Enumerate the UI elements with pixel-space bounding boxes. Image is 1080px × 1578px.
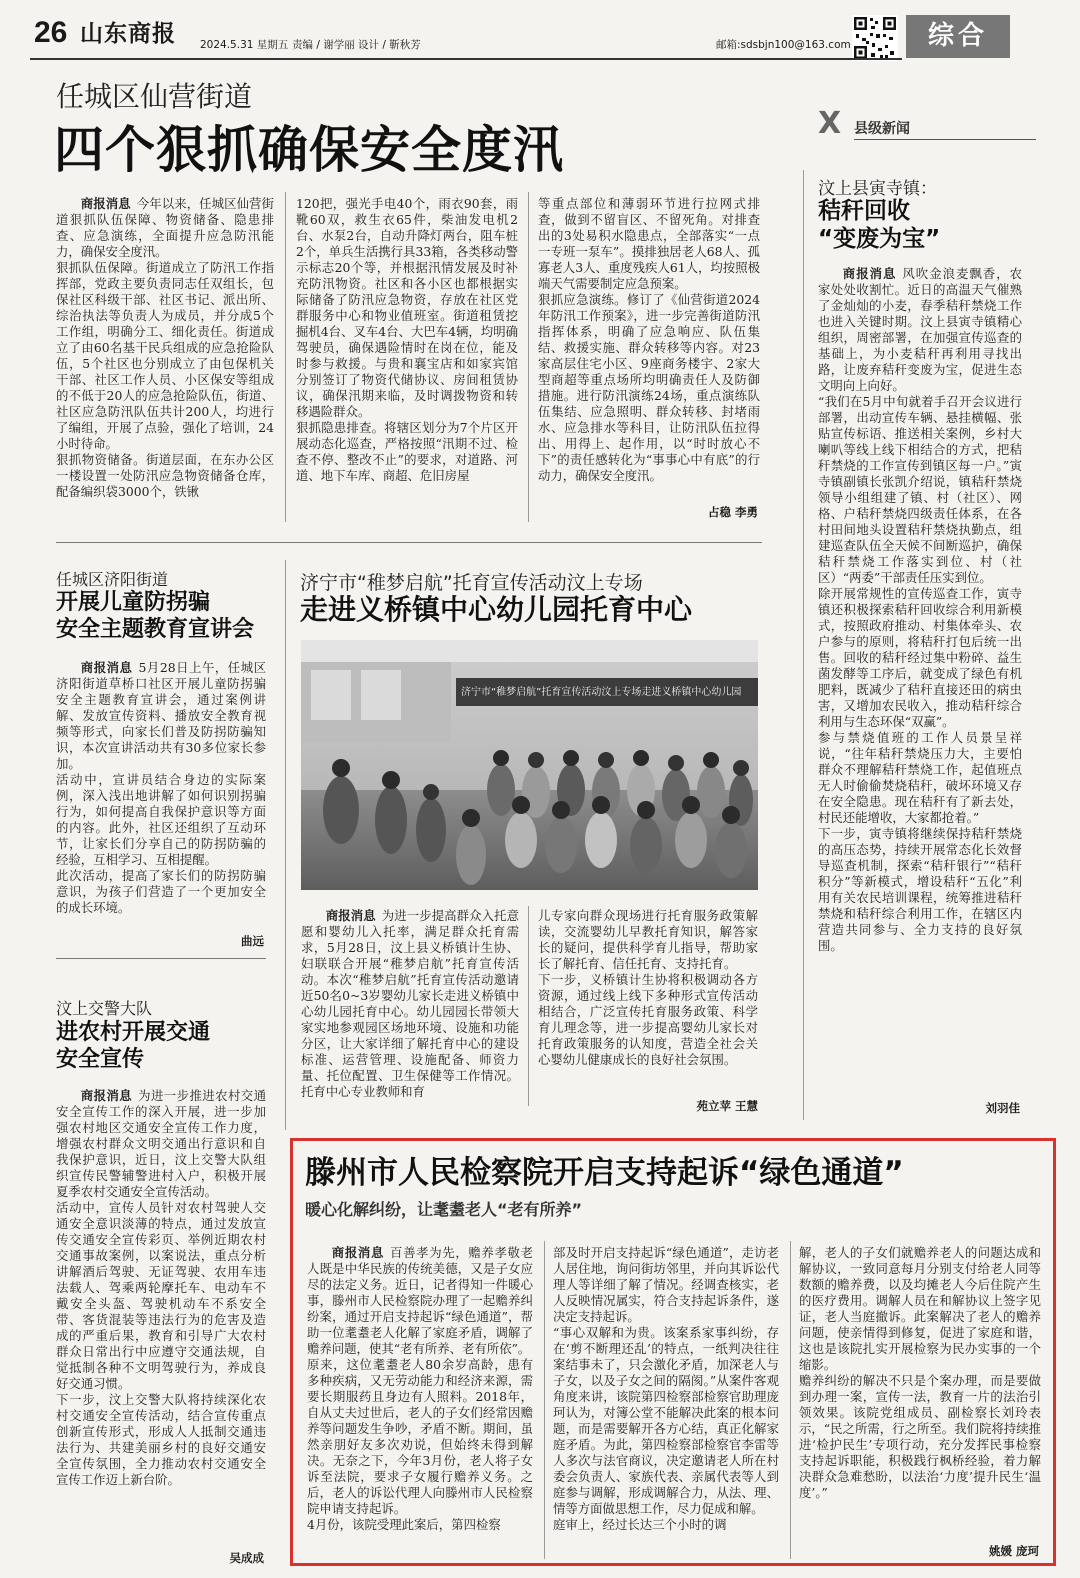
main-article-col2 [296, 196, 518, 522]
center-col2-text: 儿专家向群众现场进行托育服务政策解读，交流婴幼儿早教托育知识，解答家长的疑问，提供科学育儿指导，帮助家长了解托育、信任托育、支持托育。 下一步，义桥镇计生协将积极调动各方资源，通过线上线下多种形式宣传活动相结合，广泛宣传托育服务政策、科学育儿理念等，进一步提高婴幼儿家长对托育政策服务的认知度，营造全社会关心婴幼儿健康成长的良好社会氛围。 [538, 908, 758, 1067]
masthead [0, 0, 1080, 62]
left1-lead: 商报消息 [80, 660, 133, 675]
main-article-col1 [56, 196, 274, 522]
main-article-col3-text: 等重点部位和薄弱环节进行拉网式排查，做到不留盲区、不留死角。对排查出的3处易积水隐患点，全部落实“一点一专班一泵车”。摸排独居老人68人、孤寡老人3人、重度残疾人61人，均按照极端天气需要制定应急预案。 狠抓应急演练。修订了《仙营街道2024年防汛工作预案》，进一步完善街道防汛指挥体系，明确了应急响应、队伍集结、救援实施、群众转移等内容。对23家高层住宅小区、9座商务楼宇、2家大型商超等重点场所均明确责任人及防御措施。进行防汛演练24场，重点演练队伍集结、应急照明、群众转移、封堵雨水、应急排水等科目，让防汛队伍拉得出、用得上、起作用，以“时时放心不下”的责任感转化为“事事心中有底”的行动力，确保安全度汛。 [538, 196, 760, 483]
box-body-col2 [553, 1245, 779, 1561]
left2-body [56, 1088, 266, 1528]
qr-code [852, 15, 898, 61]
right-kicker: 汶上县寅寺镇： [818, 179, 937, 199]
left1-headline-line1: 开展儿童防拐骗 [56, 590, 211, 615]
section-tag [906, 15, 1010, 58]
box-col3-text: 解，老人的子女们就赡养老人的问题达成和解协议，一致同意每月分别支付给老人同等数额的赡养费，以及均摊老人今后住院产生的医疗费用。调解人员在和解协议上签字见证，老人当庭撤诉。此案解决了老人的赡养问题，使亲情得到修复，促进了家庭和谐，这也是该院扎实开展检察为民办实事的一个缩影。 赡养纠纷的解决不只是个案办理，而是要做到办理一案，宣传一法，教育一片的法治引领效果。该院党组成员、副检察长刘玲表示，“民之所需，行之所至。我们院将持续推进‘检护民生’专项行动，充分发挥民事检察支持起诉职能，积极践行枫桥经验，着力解决群众急难愁盼，以法治‘力度’提升民生‘温度’。” [799, 1245, 1041, 1500]
right-lead: 商报消息 [842, 266, 897, 281]
right-body [818, 266, 1022, 1092]
box-subheadline: 暖心化解纠纷，让耄耋老人“老有所养” [305, 1200, 583, 1219]
box-col2-text: 部及时开启支持起诉“绿色通道”，走访老人居住地，询问街坊邻里，并向其诉讼代理人等详细了解了情况。经调查核实，老人反映情况属实，符合支持起诉条件，遂决定支持起诉。 “事心双解和为贵。该案系家事纠纷，存在‘剪不断理还乱’的特点，一纸判决往往案结事未了，只会激化矛盾，加深老人与子女，以及子女之间的隔阂。”从案件客观角度来讲，该院第四检察部检察官助理庞珂认为，对簿公堂不能解决此案的根本问题，而是需要解开各方心结，真正化解家庭矛盾。为此，第四检察部检察官李雷等人多次与法官商议，决定邀请老人所在村委会负责人、家族代表、亲属代表等人到庭参与调解，形成调解合力，从法、理、情等方面做思想工作，尽力促成和解。 庭审上，经过长达三个小时的调 [553, 1245, 779, 1532]
left1-kicker: 任城区济阳街道 [56, 570, 169, 589]
left2-text: 为进一步推进农村交通安全宣传工作的深入开展，进一步加强农村地区交通安全宣传工作力度，增强农村群众文明交通出行意识和自我保护意识，近日，汶上交警大队组织宣传民警辅警进村入户，积极开展夏季农村交通安全宣传活动。 活动中，宣传人员针对农村驾驶人交通安全意识淡薄的特点，通过发放宣传交通安全宣传彩页、举例近期农村交通事故案例，以案说法，重点分析讲解酒后驾驶、无证驾驶、农用车违法载人、驾乘两轮摩托车、电动车不戴安全头盔、驾驶机动车不系安全带、客货混装等违法行为的危害及造成的严重后果，教育和引导广大农村群众日常出行中应遵守交通法规，自觉抵制各种不文明驾驶行为，养成良好交通习惯。 下一步，汶上交警大队将持续深化农村交通安全宣传活动，结合宣传重点创新宣传形式，形成人人抵制交通违法行为、共建美丽乡村的良好交通安全宣传氛围，全力推动农村交通安全宣传工作迈上新台阶。 [56, 1088, 266, 1487]
left2-lead: 商报消息 [80, 1088, 133, 1103]
box-body-col3 [799, 1245, 1041, 1537]
center-body-col1 [301, 908, 519, 1108]
center-headline: 走进义桥镇中心幼儿园托育中心 [300, 593, 693, 626]
main-article-byline: 占稳 李勇 [707, 505, 758, 519]
center-kicker: 济宁市“稚梦启航”托育宣传活动汶上专场 [300, 572, 643, 594]
left2-headline-line2: 安全宣传 [56, 1047, 145, 1072]
box-byline: 姚媛 庞珂 [988, 1544, 1039, 1558]
editors-credit: 责编 / 谢学丽 设计 / 靳秋芳 [292, 39, 421, 51]
issue-date: 2024.5.31 星期五 [200, 39, 289, 51]
center-lead: 商报消息 [325, 908, 376, 923]
sidebar-column-label [818, 108, 1048, 140]
photo-banner-text: 济宁市“稚梦启航”托育宣传活动汶上专场走进义桥镇中心幼儿园 [461, 687, 742, 698]
box-headline: 滕州市人民检察院开启支持起诉“绿色通道” [305, 1155, 904, 1191]
left1-body [56, 660, 266, 930]
right-headline-line1: 秸秆回收 [818, 198, 910, 224]
left1-text: 5月28日上午，任城区济阳街道草桥口社区开展儿童防拐骗安全主题教育宣讲会，通过案例讲解、发放宣传资料、播放安全教育视频等形式，向家长们普及防拐防骗知识，本次宣讲活动共有30多位家长参加。 活动中，宣讲员结合身边的实际案例，深入浅出地讲解了如何识别拐骗行为，如何提高自我保护意识等方面的内容。此外，社区还组织了互动环节，让家长们分享自己的防拐防骗的经验，互相学习、互相提醒。 此次活动，提高了家长们的防拐防骗意识，为孩子们营造了一个更加安全的成长环境。 [56, 660, 266, 915]
section-tag-label: 综合 [927, 21, 988, 51]
right-headline-line2: “变废为宝” [818, 226, 941, 252]
center-col1-text: 为进一步提高群众入托意愿和婴幼儿入托率，满足群众托育需求，5月28日，汶上县义桥镇计生协、妇联联合开展“稚梦启航”托育宣传活动。本次“稚梦启航”托育宣传活动邀请近50名0~3岁婴幼儿家长走进义桥镇中心幼儿园托育中心。幼儿园园长带领大家实地参观园区场地环境、设施和功能分区，让大家详细了解托育中心的建设标准、运营管理、设施配备、师资力量、托位配置、卫生保健等工作情况。托育中心专业教师和育 [301, 908, 519, 1099]
left2-byline: 吴成成 [229, 1551, 264, 1565]
center-byline: 苑立苹 王慧 [696, 1099, 758, 1113]
masthead-rule [30, 58, 902, 60]
main-article-col2-text: 120把，强光手电40个，雨衣90套，雨靴60双，救生衣65件，柴油发电机2台、水泵2台，自动升降灯两台，阻车桩2个，单兵生活携行具33箱，各类移动警示标志20个等，并根据汛情发展及时补充防汛物资。社区和各小区也都根据实际储备了防汛应急物资，存放在社区党群服务中心和物业值班室。街道租赁挖掘机4台、叉车4台、大巴车4辆，均明确驾驶员，确保遇险情时在岗在位，能及时参与救援。与贵和襄宝店和如家宾馆分别签订了物资代储协议、房间租赁协议，确保汛期来临，及时调拨物资和转移遇险群众。 狠抓隐患排查。将辖区划分为7个片区开展动态化巡查，严格按照“汛期不过、检查不停、整改不止”的要求，对道路、河道、地下车库、商超、危旧房屋 [296, 196, 518, 483]
event-photo [301, 640, 758, 890]
sidebar-marker: X [818, 106, 842, 141]
right-text: 风吹金浪麦飘香，农家处处收割忙。近日的高温天气催熟了金灿灿的小麦，春季秸秆禁烧工作也进入关键时期。汶上县寅寺镇精心组织，周密部署，在加强宣传巡查的基础上，为小麦秸秆再利用寻找出路，让废弃秸秆变废为宝，促进生态文明向上向好。 “我们在5月中旬就着手召开会议进行部署，出动宣传车辆、悬挂横幅、张贴宣传标语、推送相关案例，乡村大喇叭等线上线下相结合的方式，把秸秆禁烧的工作宣传到镇区每一户。”寅寺镇副镇长张凯介绍说，镇秸秆禁烧领导小组组建了镇、村（社区）、网格、户秸秆禁烧四级责任体系，在各村田间地头设置秸秆禁烧执勤点，组建巡查队伍全天候不间断巡护，确保秸秆禁烧工作落实到位、村（社区）“两委”干部责任压实到位。 除开展常规性的宣传巡查工作，寅寺镇还积极探索秸秆回收综合利用新模式，按照政府推动、村集体牵头、农户参与的原则，将秸秆打包后统一出售。回收的秸秆经过集中粉碎、益生菌发酵等工序后，就变成了绿色有机肥料，既减少了秸秆直接还田的病虫害，又增加农民收入，推动秸秆综合利用与生态环保“双赢”。 参与禁烧值班的工作人员景呈祥说，“往年秸秆禁烧压力大，主要怕群众不理解秸秆禁烧工作，起值班点无人时偷偷焚烧秸秆，破坏环境又存在安全隐患。现在秸秆有了新去处，村民还能增收，大家都抢着。” 下一步，寅寺镇将继续保持秸秆禁烧的高压态势，持续开展常态化长效督导巡查机制，探索“秸秆银行”“秸秆积分”等新模式，增设秸秆“五化”利用有关农民培训课程，统筹推进秸秆禁烧和秸秆综合利用工作，在辖区内营造共同参与、全力支持的良好氛围。 [818, 266, 1022, 953]
sidebar-label: 县级新闻 [854, 121, 910, 137]
left2-kicker: 汶上交警大队 [56, 999, 153, 1018]
paper-name: 山东商报 [80, 21, 176, 47]
left2-headline-line1: 进农村开展交通 [56, 1020, 211, 1045]
contact-email: 邮箱:sdsbjn100@163.com [716, 39, 851, 51]
main-article-col3 [538, 196, 760, 496]
main-headline: 四个狠抓确保安全度汛 [54, 121, 564, 179]
highlighted-article-box [290, 1138, 1056, 1566]
left1-byline: 曲远 [241, 934, 264, 948]
box-col1-text: 百善孝为先，赡养孝敬老人既是中华民族的传统美德，又是子女应尽的法定义务。近日，记者得知一件暖心事，滕州市人民检察院办理了一起赡养纠纷案，通过开启支持起诉“绿色通道”，帮助一位耄耋老人化解了家庭矛盾，调解了赡养问题，使其“老有所养、老有所依”。 原来，这位耄耋老人80余岁高龄，患有多种疾病，又无劳动能力和经济来源，需要长期服药且身边有人照料。2018年，自从丈夫过世后，老人的子女们经常因赡养等问题发生争吵，矛盾不断。期间，虽然亲朋好友多次劝说，但始终未得到解决。无奈之下，今年3月份，老人将子女诉至法院，要求子女履行赡养义务。之后，老人的诉讼代理人向滕州市人民检察院申请支持起诉。 4月份，该院受理此案后，第四检察 [307, 1245, 533, 1532]
main-kicker: 任城区仙营街道 [56, 80, 253, 113]
page-number: 26 [34, 16, 68, 49]
left1-headline-line2: 安全主题教育宣讲会 [56, 617, 255, 642]
main-article-lead: 商报消息 [80, 196, 131, 211]
main-article-col1-text: 今年以来，任城区仙营街道狠抓队伍保障、物资储备、隐患排查、应急演练，全面提升应急防汛能力，确保安全度汛。 狠抓队伍保障。街道成立了防汛工作指挥部，党政主要负责同志任双组长，包保社区科级干部、社区书记、派出所、综治执法等负责人为成员，并分成5个工作组，明确分工、细化责任。街道成立了由60名基干民兵组成的应急抢险队伍，5个社区也分别成立了由包保机关干部、社区工作人员、小区保安等组成的不低于20人的应急抢险队伍，街道、社区应急防汛队伍共计200人，均进行了编组，开展了点验，强化了培训，24小时待命。 狠抓物资储备。街道层面，在东办公区一楼设置一处防汛应急物资储备仓库，配备编织袋3000个，铁锹 [56, 196, 274, 499]
box-body-col1 [307, 1245, 533, 1561]
right-byline: 刘羽佳 [985, 1101, 1020, 1115]
box-lead: 商报消息 [331, 1245, 385, 1260]
center-body-col2 [538, 908, 758, 1088]
